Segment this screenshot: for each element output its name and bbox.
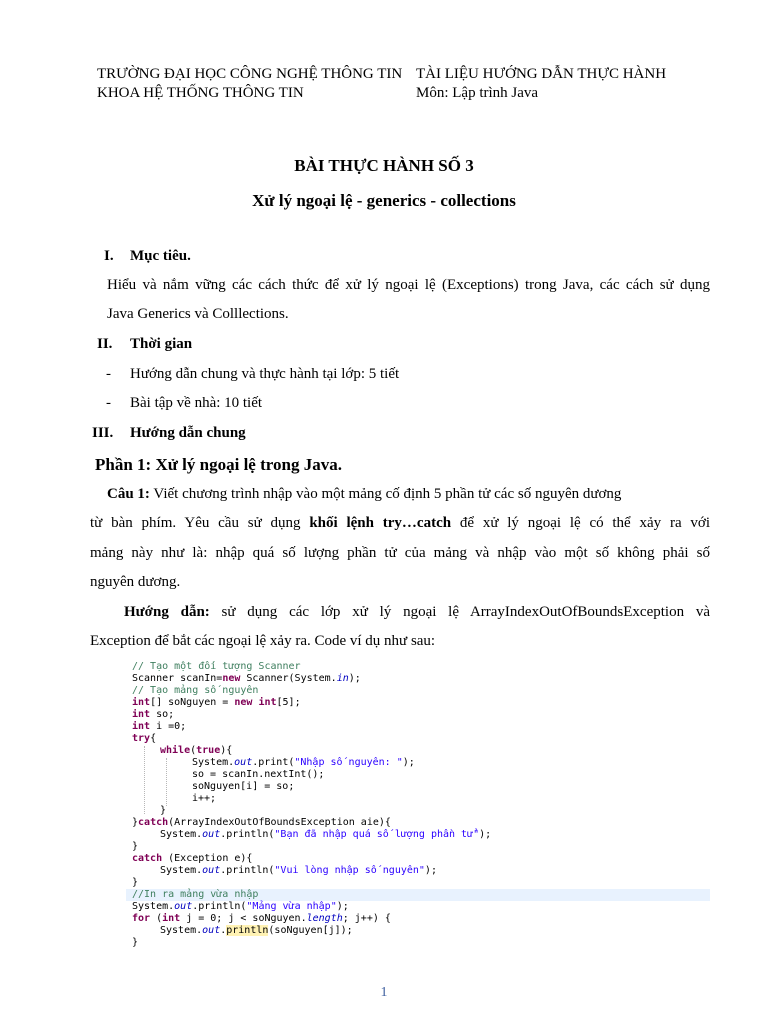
code-line: System.out.print("Nhập số nguyên: "); [192, 757, 415, 768]
code-line: int so; [132, 709, 175, 720]
code-line: so = scanIn.nextInt(); [192, 769, 325, 780]
list-bullet: - [106, 366, 111, 382]
question-emphasis: khối lệnh try…catch [309, 515, 452, 531]
document-subtitle: Xử lý ngoại lệ - generics - collections [252, 191, 516, 210]
code-line: soNguyen[i] = so; [192, 781, 295, 792]
code-line-highlighted: //In ra mảng vừa nhập [126, 889, 710, 901]
question-1-line2 [90, 515, 710, 532]
list-item: Bài tập về nhà: 10 tiết [130, 395, 263, 411]
document-title: BÀI THỰC HÀNH SỐ 3 [294, 156, 474, 175]
code-line: System.out.println(soNguyen[j]); [160, 925, 353, 936]
question-text: để xử lý ngoại lệ có thể xảy ra với [451, 515, 711, 531]
header-doc-type: TÀI LIỆU HƯỚNG DẪN THỰC HÀNH [416, 66, 667, 82]
section-2-number: II. [97, 336, 113, 352]
page-number: 1 [380, 985, 388, 1000]
code-line: try{ [132, 733, 157, 744]
question-text: Viết chương trình nhập vào một mảng cố định 5 phần tử các số nguyên dương [153, 486, 622, 502]
code-line: } [132, 937, 139, 948]
code-line: // Tạo một đối tượng Scanner [132, 661, 301, 672]
code-line: } [160, 805, 167, 816]
part-1-heading: Phần 1: Xử lý ngoại lệ trong Java. [95, 455, 342, 474]
code-line: Scanner scanIn=new Scanner(System.in); [132, 673, 361, 684]
code-line: for (int j = 0; j < soNguyen.length; j++) { [132, 913, 391, 924]
section-3-heading: Hướng dẫn chung [130, 425, 246, 441]
header-subject: Môn: Lập trình Java [416, 85, 539, 101]
section-1-text-line1: Hiểu và nắm vững các cách thức để xử lý ngoại lệ (Exceptions) trong Java, các cách sử dụng [107, 277, 710, 293]
guide-line1 [124, 604, 710, 621]
code-snippet [124, 661, 710, 953]
question-label: Câu 1: [107, 486, 150, 502]
code-line: } [132, 841, 139, 852]
code-line: while(true){ [160, 745, 233, 756]
list-item: Hướng dẫn chung và thực hành tại lớp: 5 tiết [130, 366, 400, 382]
code-line: i++; [192, 793, 217, 804]
section-1-heading: Mục tiêu. [130, 248, 191, 264]
code-line: int[] soNguyen = new int[5]; [132, 697, 301, 708]
indent-guide [144, 746, 145, 814]
header-faculty: KHOA HỆ THỐNG THÔNG TIN [97, 85, 304, 101]
list-bullet: - [106, 395, 111, 411]
guide-line2: Exception để bắt các ngoại lệ xảy ra. Code ví dụ như sau: [90, 633, 436, 649]
guide-text: sử dụng các lớp xử lý ngoại lệ ArrayIndexOutOfBoundsException và [209, 604, 710, 620]
code-line: } [132, 877, 139, 888]
code-line: System.out.println("Mảng vừa nhập"); [132, 901, 349, 912]
guide-label: Hướng dẫn: [124, 604, 210, 620]
indent-guide [166, 758, 167, 806]
question-1-line1 [107, 486, 710, 503]
question-text: từ bàn phím. Yêu cầu sử dụng [90, 515, 310, 531]
code-line: System.out.println("Vui lòng nhập số nguyên"); [160, 865, 437, 876]
question-1-line4: nguyên dương. [90, 574, 181, 590]
section-1-number: I. [104, 248, 114, 264]
section-1-text-line2: Java Generics và Colllections. [107, 306, 289, 322]
code-line: catch (Exception e){ [132, 853, 253, 864]
code-line: int i =0; [132, 721, 187, 732]
code-line: // Tạo mảng số nguyên [132, 685, 259, 696]
question-1-line3: mảng này như là: nhập quá số lượng phần tử của mảng và nhập vào một số không phải số [90, 545, 710, 561]
header-school: TRƯỜNG ĐẠI HỌC CÔNG NGHỆ THÔNG TIN [97, 66, 403, 82]
section-2-heading: Thời gian [130, 336, 193, 352]
code-line: System.out.println("Bạn đã nhập quá số lượng phần tử"); [160, 829, 492, 840]
code-line: }catch(ArrayIndexOutOfBoundsException aie){ [132, 817, 391, 828]
section-3-number: III. [92, 425, 114, 441]
